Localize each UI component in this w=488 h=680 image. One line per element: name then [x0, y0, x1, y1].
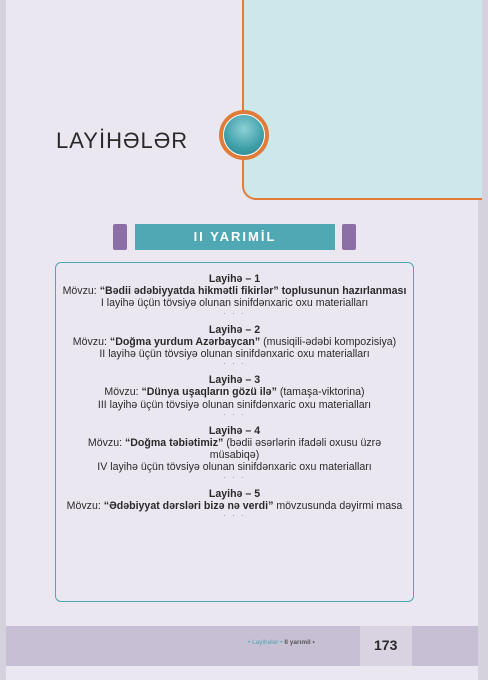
separator-dots: · · ·: [223, 511, 246, 521]
project-topic: [62, 437, 407, 461]
project-heading: Layihə – 4: [208, 424, 261, 437]
projects-box: [55, 262, 414, 602]
ribbon-right-tab: [342, 224, 356, 250]
decor-globe-icon: [223, 114, 265, 156]
topic-title: “Doğma yurdum Azərbaycan”: [109, 335, 261, 348]
project-materials: I layihə üçün tövsiyə olunan sinifdənxaric oxu materialları: [100, 297, 369, 310]
page-title: LAYİHƏLƏR: [56, 128, 189, 153]
separator-dots: · · ·: [223, 359, 246, 369]
project-heading: Layihə – 3: [208, 374, 261, 387]
topic-suffix: (musiqili-ədəbi kompozisiya): [260, 335, 397, 348]
project-item: [56, 324, 413, 369]
project-materials: IV layihə üçün tövsiyə olunan sinifdənxaric oxu materialları: [97, 461, 372, 474]
topic-suffix: (tamaşa-viktorina): [276, 386, 365, 399]
topic-title: “Ədəbiyyat dərsləri bizə nə verdi”: [103, 499, 274, 512]
project-heading: Layihə – 1: [208, 273, 261, 285]
project-materials: III layihə üçün tövsiyə olunan sinifdənxaric oxu materialları: [97, 398, 372, 411]
topic-prefix: Mövzu:: [66, 499, 104, 512]
ribbon-left-tab: [113, 224, 127, 250]
project-topic: [62, 285, 407, 297]
footer-section-b: II yarımil •: [284, 639, 315, 646]
footer-section-label: [248, 639, 315, 646]
project-item: [56, 273, 413, 318]
topic-prefix: Mövzu:: [87, 437, 125, 450]
topic-prefix: Mövzu:: [72, 335, 110, 348]
separator-dots: · · ·: [223, 472, 246, 482]
topic-title: “Dünya uşaqların gözü ilə”: [141, 386, 277, 399]
topic-title: “Doğma təbiətimiz”: [124, 437, 224, 450]
separator-dots: · · ·: [223, 409, 246, 419]
project-topic: [62, 336, 407, 348]
footer-section-a: • Layihələr •: [248, 639, 283, 646]
project-topic: [62, 386, 407, 398]
project-item: [56, 374, 413, 419]
project-heading: Layihə – 5: [208, 487, 261, 500]
project-item: [56, 425, 413, 482]
topic-prefix: Mövzu:: [62, 285, 100, 298]
header-decor-panel: [242, 0, 482, 200]
section-ribbon: II YARIMİL: [135, 224, 335, 250]
separator-dots: · · ·: [223, 308, 246, 318]
topic-prefix: Mövzu:: [104, 386, 142, 399]
project-heading: Layihə – 2: [208, 323, 261, 336]
page-number: 173: [374, 637, 398, 653]
project-item: [56, 488, 413, 520]
project-materials: II layihə üçün tövsiyə olunan sinifdənxaric oxu materialları: [99, 348, 370, 361]
topic-suffix: (bədii əsərlərin ifadəli oxusu üzrə müsabiqə): [209, 437, 382, 462]
topic-suffix: mövzusunda dəyirmi masa: [273, 499, 403, 512]
topic-title: “Bədii ədəbiyyatda hikmətli fikirlər” toplusunun hazırlanması: [99, 285, 407, 298]
